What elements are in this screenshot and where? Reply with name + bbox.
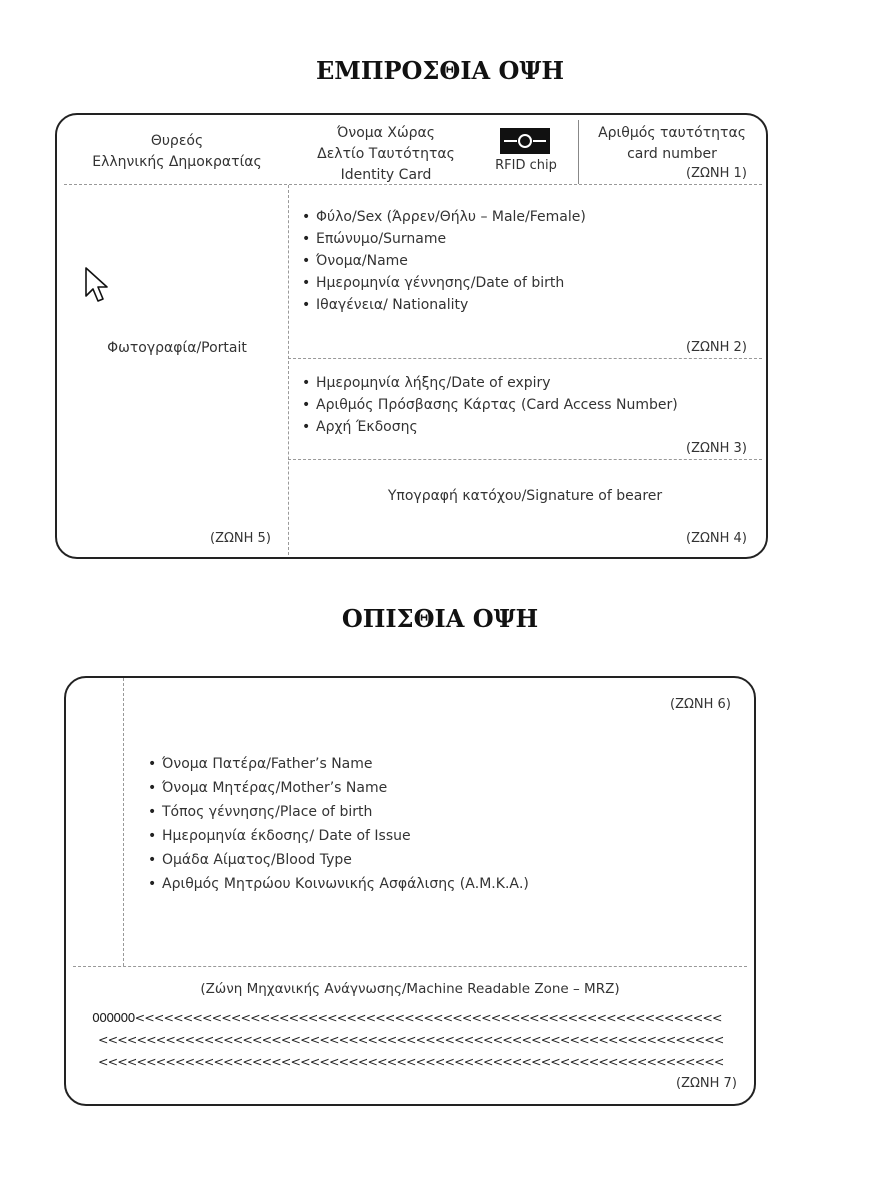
- mouse-pointer-icon: [84, 266, 110, 306]
- list-item: • Όνομα Μητέρας/Mother’s Name: [146, 776, 529, 800]
- zone6-label: (ΖΩΝΗ 6): [670, 697, 731, 712]
- card-number-divider: [578, 120, 579, 184]
- zone3-label: (ΖΩΝΗ 3): [686, 441, 747, 456]
- photo-label: Φωτογραφία/Portait: [107, 340, 247, 356]
- front-title: ΕΜΠΡΟΣΘΙΑ ΟΨΗ: [315, 56, 565, 85]
- mrz-line-1: 000000<<<<<<<<<<<<<<<<<<<<<<<<<<<<<<<<<<<<<<<<<<<<<<<<<<<<<<<<<<<<<: [92, 1010, 722, 1025]
- coat-of-arms-line1: Θυρεός: [150, 133, 204, 149]
- list-item: • Αριθμός Πρόσβασης Κάρτας (Card Access Number): [300, 394, 678, 416]
- list-item: • Ημερομηνία γέννησης/Date of birth: [300, 272, 586, 294]
- list-item: • Ημερομηνία έκδοσης/ Date of Issue: [146, 824, 529, 848]
- list-item: • Αριθμός Μητρώου Κοινωνικής Ασφάλισης (Α.Μ.Κ.Α.): [146, 872, 529, 896]
- list-item: • Ημερομηνία λήξης/Date of expiry: [300, 372, 678, 394]
- rfid-label: RFID chip: [495, 158, 557, 173]
- mrz-heading: (Ζώνη Μηχανικής Ανάγνωσης/Machine Readable Zone – MRZ): [200, 981, 620, 997]
- list-item: • Όνομα Πατέρα/Father’s Name: [146, 752, 529, 776]
- zone5-label: (ΖΩΝΗ 5): [210, 531, 271, 546]
- back-title: ΟΠΙΣΘΙΑ ΟΨΗ: [341, 604, 539, 633]
- card-number-greek: Αριθμός ταυτότητας: [598, 125, 746, 141]
- mrz-line-2: <<<<<<<<<<<<<<<<<<<<<<<<<<<<<<<<<<<<<<<<<<<<<<<<<<<<<<<<<<<<<<<<<: [98, 1032, 724, 1047]
- zone6-list: [146, 752, 529, 896]
- card-number-block: [584, 123, 760, 165]
- zone7-label: (ΖΩΝΗ 7): [676, 1076, 737, 1091]
- back-left-divider: [123, 678, 124, 966]
- document-type-english: Identity Card: [340, 167, 432, 183]
- list-item: • Φύλο/Sex (Άρρεν/Θήλυ – Male/Female): [300, 206, 586, 228]
- list-item: • Όνομα/Name: [300, 250, 586, 272]
- zone3-list: [300, 372, 678, 438]
- list-item: • Ιθαγένεια/ Nationality: [300, 294, 586, 316]
- mrz-divider: [73, 966, 747, 967]
- list-item: • Επώνυμο/Surname: [300, 228, 586, 250]
- signature-label: Υπογραφή κατόχου/Signature of bearer: [387, 488, 663, 504]
- list-item: • Αρχή Έκδοσης: [300, 416, 678, 438]
- country-block: [296, 123, 476, 186]
- zone4-label: (ΖΩΝΗ 4): [686, 531, 747, 546]
- zone2-label: (ΖΩΝΗ 2): [686, 340, 747, 355]
- mrz-line-3: <<<<<<<<<<<<<<<<<<<<<<<<<<<<<<<<<<<<<<<<<<<<<<<<<<<<<<<<<<<<<<<<<: [98, 1054, 724, 1069]
- coat-of-arms-block: [68, 131, 286, 173]
- zone1-label: (ΖΩΝΗ 1): [686, 166, 747, 181]
- document-type-greek: Δελτίο Ταυτότητας: [317, 146, 455, 162]
- country-name: Όνομα Χώρας: [337, 125, 435, 141]
- card-number-english: card number: [627, 146, 717, 162]
- photo-divider: [288, 185, 289, 555]
- coat-of-arms-line2: Ελληνικής Δημοκρατίας: [92, 154, 262, 170]
- list-item: • Ομάδα Αίματος/Blood Type: [146, 848, 529, 872]
- zone3-divider: [288, 459, 762, 460]
- rfid-chip-icon: [500, 128, 550, 154]
- list-item: • Τόπος γέννησης/Place of birth: [146, 800, 529, 824]
- zone2-list: [300, 206, 586, 316]
- zone2-divider: [288, 358, 762, 359]
